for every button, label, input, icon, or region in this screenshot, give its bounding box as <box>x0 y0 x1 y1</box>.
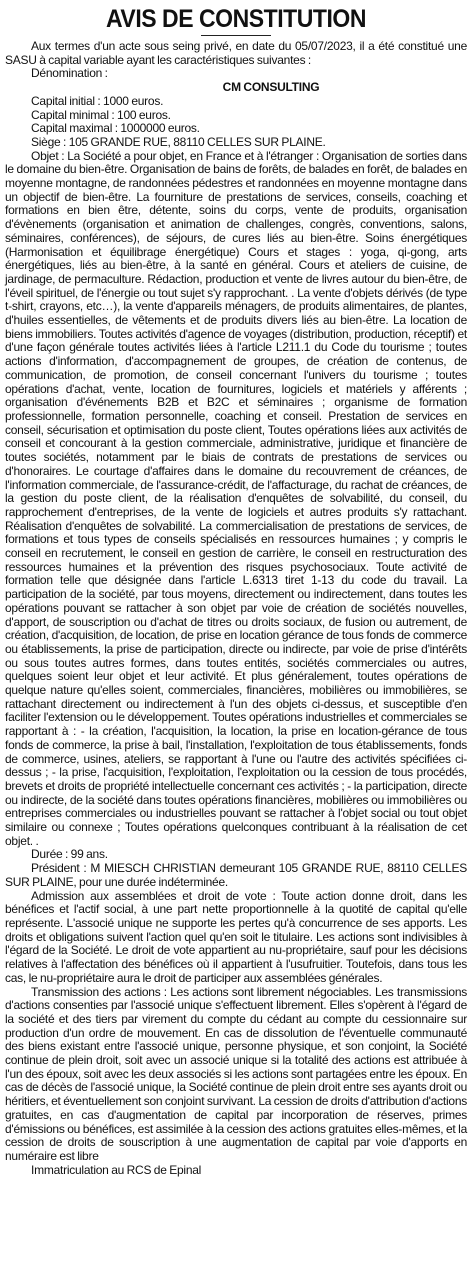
corporate-purpose: Objet : La Société a pour objet, en France et à l'étranger : Organisation de sorties dans le domaine du bien-être. Organisation de bains de forêts, de balades en forêt, de balades en moyenne montagne, de randonnées pédestres et randonnées en moyenne montagne dans un objectif de bien-être. La fourniture de prestations de services, conseils, coaching et formations en bien être, détente, soins du corps, vente de produits, organisation d'évènements (organisation et animation de challenges, congrès, conventions, salons, séminaires, conférences), de séjours, de cures liés au bien-être. Soins énergétiques (Harmonisation et équilibrage énergétique) Cours et stages : yoga, qi-gong, arts énergétiques, liés au bien-être, à la santé en général. Cours et ateliers de cuisine, de jardinage, de permaculture. Rédaction, production et vente de livres autour du bien-être, de l'éveil spirituel, de l'énergie ou tout sujet s'y rapprochant. . La vente d'objets dérivés (de type t-shirt, crayons, etc…), la vente d'appareils ménagers, de produits alimentaires, de plantes, d'huiles essentielles, de vêtements et de produits divers liés au bien-être. La location de biens immobiliers. Toutes activités d'agence de voyages (distribution, production, réceptif) et d'une façon générale toutes activités liées à l'article L211.1 du Code du tourisme ; toutes actions d'information, d'accompagnement de groupes, de création de contenus, de communication, de promotion, de conseil concernant l'univers du tourisme ; toutes opérations d'achat, vente, location de fournitures, logiciels et matériels y afférents ; organisation d'événements B2B et B2C et séminaires ; organisme de formation professionnelle, formation personnelle, coaching et conseil. Prestation de services en conseil, sécurisation et optimisation du poste client, Toutes opérations liées aux activités de conseil et concourant à la gestion commerciale, administrative, juridique et financière de toutes sociétés, notamment par le biais de contrats de prestations de services ou d'honoraires. Le courtage d'affaires dans le domaine du recouvrement de créances, de l'information commerciale, de l'assurance-crédit, de l'affacturage, du rachat de créances, de la gestion du poste client, de la réalisation d'enquêtes de solvabilité, du conseil, du rapprochement d'entreprises, de la vente de logiciels et autres produits s'y rattachant. Réalisation d'enquêtes de solvabilité. La commercialisation de prestations de services, de formations et tous types de conseils spécialisés en ressources humaines ; y compris le conseil en recrutement, le conseil en gestion de carrière, le conseil en restructuration des ressources humaines et la prévention des risques psychosociaux. Toute activité de formation telle que désignée dans l'article L.6313 tiret 1-13 du code du travail. La participation de la société, par tous moyens, directement ou indirectement, dans toutes les opérations pouvant se rattacher à son objet par voie de création de sociétés nouvelles, d'apport, de souscription ou d'achat de titres ou droits sociaux, de fusion ou autrement, de création, d'acquisition, de location, de prise en location gérance de tous fonds de commerce ou établissements, la prise de participation, directe ou indirecte, par voie de prise d'intérêts ou sous toutes autres formes, dans toutes entités, sociétés commerciales ou autres, quelques soient leur objet et leur activité. Et plus généralement, toutes opérations de quelque nature qu'elles soient, commerciales, financières, mobilières ou immobilières, se rattachant directement ou indirectement à l'un des objets ci-dessus, et susceptible d'en faciliter l'extension ou le développement. Toutes opérations industrielles et commerciales se rapportant à : - la création, l'acquisition, la location, la prise en location-gérance de tous fonds de commerce, la prise à bail, l'installation, l'exploitation de tous établissements, fonds de commerce, usines, ateliers, se rapportant à l'une ou l'autre des activités spécifiées ci-dessus ; - la prise, l'acquisition, l'exploitation, l'exploitation ou la cession de tous procédés, brevets et droits de propriété intellectuelle concernant ces activités ; - la participation, directe ou indirecte, de la société dans toutes opérations financières, mobilières ou immobilières ou entreprises commerciales ou industrielles pouvant se rattacher à l'objet social ou tout objet similaire ou connexe ; Toutes opérations quelconques contribuant à la réalisation de cet objet. . <box>5 148 467 848</box>
registered-office: Siège : 105 GRANDE RUE, 88110 CELLES SUR PLAINE. <box>31 134 326 149</box>
company-name: CM CONSULTING <box>222 80 320 95</box>
notice-title: AVIS DE CONSTITUTION <box>105 5 366 33</box>
share-transfer: Transmission des actions : Les actions sont librement négociables. Les transmissions d'actions consenties par l'associé unique s'effectuent librement. Elles s'opèrent à l'égard de la société et des tiers par virement du compte du cédant au compte du cessionnaire sur production d'un ordre de mouvement. En cas de dissolution de l'éventuelle communauté des biens existant entre l'associé unique, personne physique, et son conjoint, la Société continue de plein droit, soit avec un associé unique si la totalité des actions est attribuée à l'un des époux, soit avec les deux associés si les actions sont partagées entre les époux. En cas de décès de l'associé unique, la Société continue de plein droit entre ses ayants droit ou héritiers, et éventuellement son conjoint survivant. La cession de droits d'attribution d'actions gratuites, en cas d'augmentation de capital par incorporation de réserves, primes d'émissions ou bénéfices, est assimilée à la cession des actions gratuites elles-mêmes, et la cession de droits de souscription à une augmentation de capital par voie d'apports en numéraire est libre <box>5 984 467 1163</box>
title-divider <box>201 35 271 36</box>
president: Président : M MIESCH CHRISTIAN demeurant 105 GRANDE RUE, 88110 CELLES SUR PLAINE, pour une durée indéterminée. <box>5 861 467 889</box>
registration: Immatriculation au RCS de Epinal <box>31 1162 202 1177</box>
capital-initial: Capital initial : 1000 euros. <box>31 93 164 108</box>
intro-paragraph: Aux termes d'un acte sous seing privé, en date du 05/07/2023, il a été constitué une SASU à capital variable ayant les caractéristiques suivantes : <box>5 39 467 67</box>
duration: Durée : 99 ans. <box>31 847 108 862</box>
capital-maximal: Capital maximal : 1000000 euros. <box>31 121 200 136</box>
capital-minimal: Capital minimal : 100 euros. <box>31 107 171 122</box>
notice-body <box>5 40 467 1177</box>
admission-voting: Admission aux assemblées et droit de vote : Toute action donne droit, dans les bénéfices et l'actif social, à une part nette proportionnelle à la quotité de capital qu'elle représente. L'associé unique ne supporte les pertes qu'à concurrence de ses apports. Les droits et obligations suivent l'action quel qu'en soit le titulaire. Les actions sont indivisibles à l'égard de la Société. Le droit de vote appartient au nu-propriétaire, sauf pour les décisions relatives à l'affectation des bénéfices où il appartient à l'usufruitier. Toutefois, dans tous les cas, le nu-propriétaire aura le droit de participer aux assemblées générales. <box>5 888 467 985</box>
denomination-label: Dénomination : <box>31 66 108 81</box>
